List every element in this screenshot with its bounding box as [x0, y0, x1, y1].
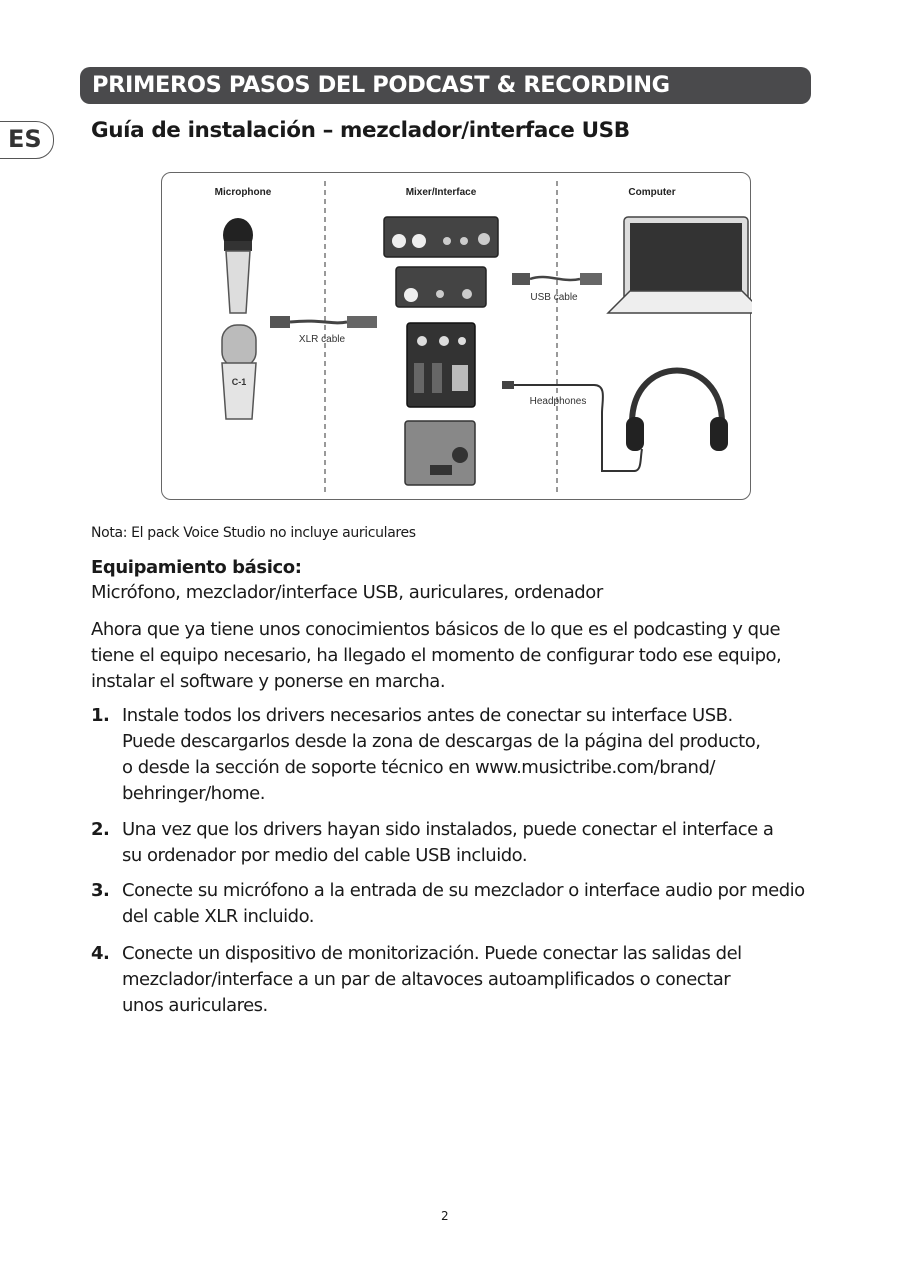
language-tab: [0, 121, 54, 159]
page-number: 2: [441, 1209, 449, 1223]
step-line: Puede descargarlos desde la zona de descargas de la página del producto,: [122, 731, 761, 752]
xlr-cable-icon: [270, 316, 377, 328]
step-number: 4.: [91, 943, 110, 964]
step-line: del cable XLR incluido.: [122, 906, 315, 927]
step-2: [91, 817, 811, 869]
step-line: Instale todos los drivers necesarios antes de conectar su interface USB.: [122, 705, 733, 726]
step-number: 3.: [91, 880, 110, 901]
intro-line: instalar el software y ponerse en marcha.: [91, 671, 446, 692]
column-label-mixer: Mixer/Interface: [405, 187, 477, 198]
steps-list: [91, 703, 811, 1019]
header-title: PRIMEROS PASOS DEL PODCAST & RECORDING: [92, 72, 670, 98]
laptop-icon: [608, 217, 752, 313]
setup-diagram: [161, 172, 751, 500]
step-line: unos auriculares.: [122, 995, 268, 1016]
equipment-text: Micrófono, mezclador/interface USB, auriculares, ordenador: [91, 582, 603, 603]
xlr-cable-label: XLR cable: [298, 334, 346, 345]
condenser-microphone-icon: [222, 325, 256, 419]
step-number: 2.: [91, 819, 110, 840]
diagram-note: Nota: El pack Voice Studio no incluye auriculares: [91, 525, 416, 541]
column-label-microphone: Microphone: [214, 187, 272, 198]
step-line: o desde la sección de soporte técnico en www.musictribe.com/brand/: [122, 757, 715, 778]
intro-line: tiene el equipo necesario, ha llegado el momento de configurar todo ese equipo,: [91, 645, 782, 666]
usb-interface-small-icon: [396, 267, 486, 307]
language-tab-label: ES: [8, 125, 42, 153]
step-1: [91, 703, 811, 807]
headphones-label: Headphones: [529, 396, 587, 407]
tube-preamp-icon: [405, 421, 475, 485]
intro-paragraph: [91, 617, 811, 695]
intro-line: Ahora que ya tiene unos conocimientos básicos de lo que es el podcasting y que: [91, 619, 781, 640]
svg-text:C-1: C-1: [231, 377, 247, 387]
usb-interface-large-icon: [384, 217, 498, 257]
step-4: [91, 941, 811, 1019]
step-line: su ordenador por medio del cable USB incluido.: [122, 845, 528, 866]
step-line: mezclador/interface a un par de altavoces autoamplificados o conectar: [122, 969, 731, 990]
dynamic-microphone-icon: [223, 218, 253, 313]
column-label-computer: Computer: [628, 187, 676, 198]
step-line: Conecte su micrófono a la entrada de su mezclador o interface audio por medio: [122, 880, 805, 901]
step-line: Conecte un dispositivo de monitorización. Puede conectar las salidas del: [122, 943, 742, 964]
equipment-title: Equipamiento básico:: [91, 557, 302, 578]
section-header-bar: [80, 67, 811, 104]
step-line: Una vez que los drivers hayan sido instalados, puede conectar el interface a: [122, 819, 774, 840]
step-3: [91, 878, 811, 930]
mixer-console-icon: [407, 323, 475, 407]
step-number: 1.: [91, 705, 110, 726]
usb-cable-label: USB cable: [530, 292, 578, 303]
step-line: behringer/home.: [122, 783, 265, 804]
headphones-icon: [626, 371, 728, 452]
section-title: Guía de instalación – mezclador/interface USB: [91, 118, 630, 143]
